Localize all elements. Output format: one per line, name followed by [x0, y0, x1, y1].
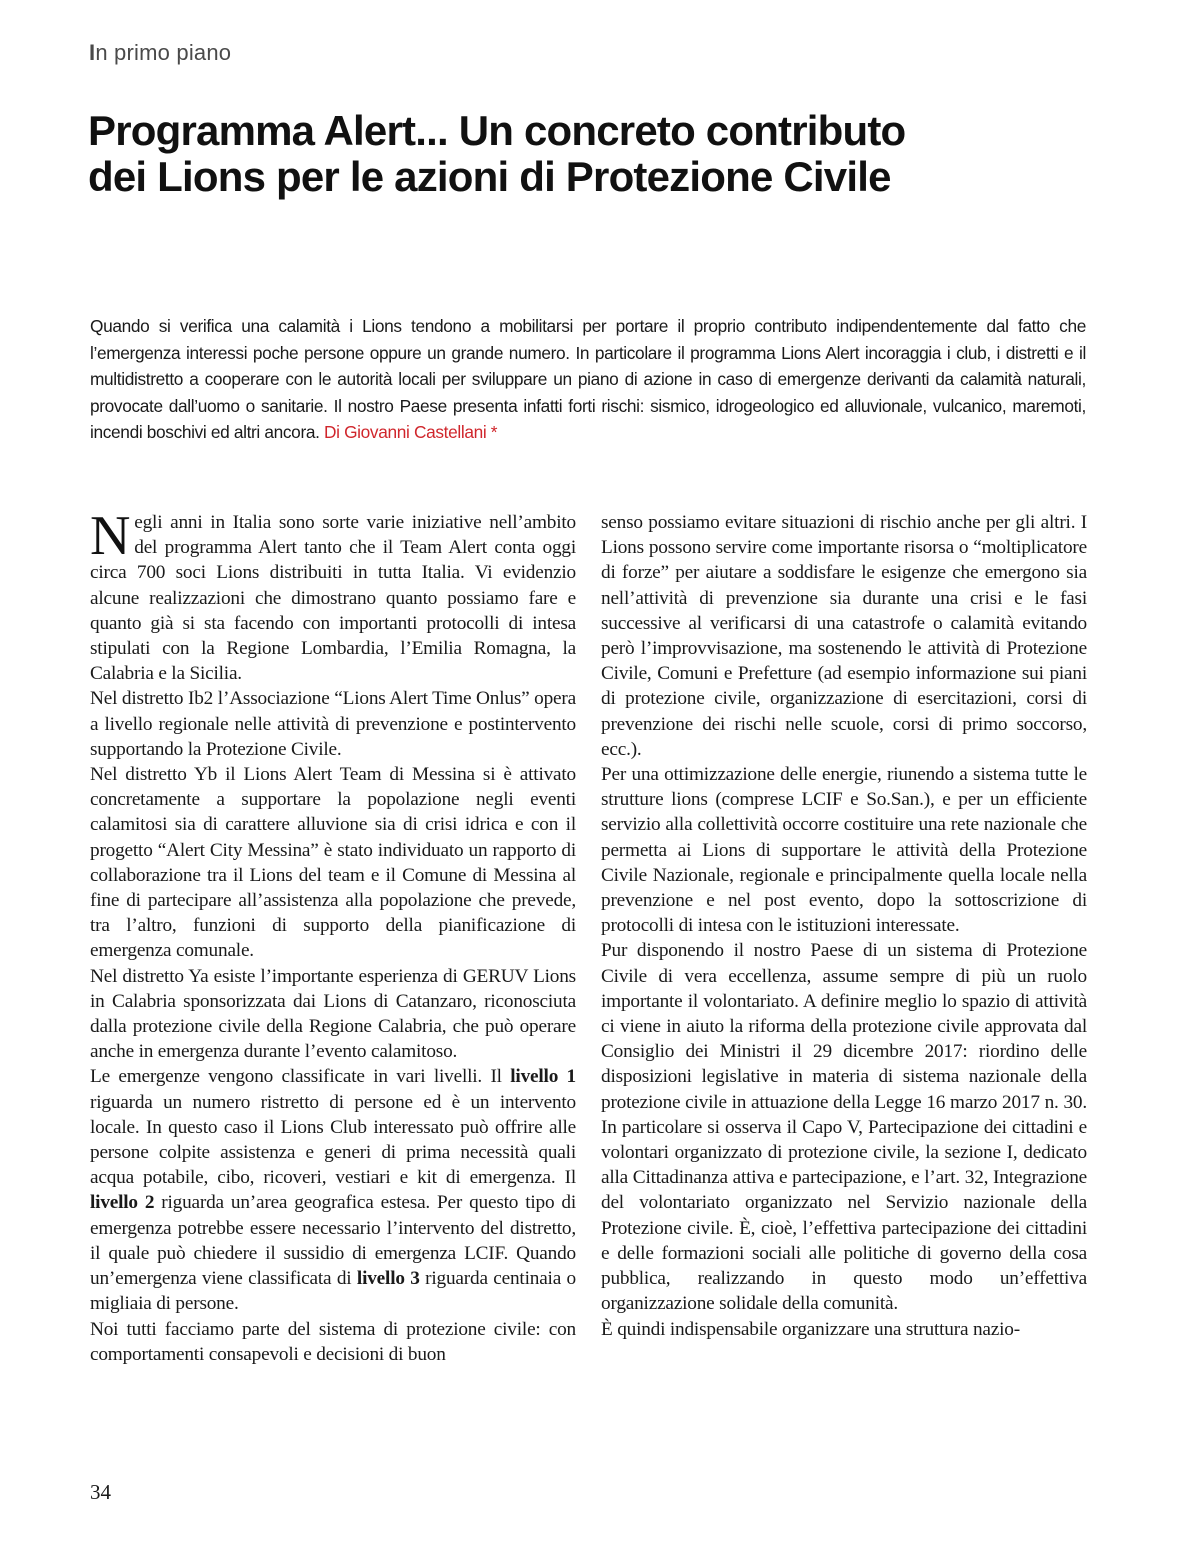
article-title-line-1: Programma Alert... Un concreto contributo — [88, 107, 906, 154]
emphasis-level-3: livello 3 — [356, 1268, 420, 1290]
section-label-initial: I — [89, 40, 96, 65]
left-column — [90, 505, 576, 1367]
text-run: riguarda un numero ristretto di persone ed è un intervento locale. In questo caso il Lions Club interessato può offrire alle persone colpite assistenza e generi di prima necessità quali acqua potabile, cibo, ricoveri, vestiari e kit di emergenza. Il — [90, 1091, 576, 1189]
article-title-line-2: dei Lions per le azioni di Protezione Civile — [88, 153, 891, 200]
paragraph: Nel distretto Ib2 l’Associazione “Lions Alert Time Onlus” opera a livello regionale nelle attività di prevenzione e postintervento supportando la Protezione Civile. — [90, 688, 576, 760]
lead-paragraph — [90, 313, 1086, 446]
paragraph: senso possiamo evitare situazioni di rischio anche per gli altri. I Lions possono servire come importante risorsa o “moltiplicatore di forze” per aiutare a soddisfare le esigenze che emergono sia nell’attività di prevenzione sia durante una crisi e le fasi successive al verificarsi di una catastrofe o calamità evitando però l’improvvisazione, ma sostenendo le attività di Protezione Civile, Comuni e Prefetture (ad esempio informazione sui piani di protezione civile, organizzazione di esercitazioni, corsi di prevenzione dei rischi nelle scuole, corsi di primo soccorso, ecc.). — [601, 512, 1087, 760]
author-byline: Di Giovanni Castellani * — [324, 422, 498, 443]
drop-cap: N — [90, 505, 131, 567]
paragraph — [90, 1064, 576, 1316]
paragraph: Noi tutti facciamo parte del sistema di protezione civile: con comportamenti consapevoli e decisioni di buon — [90, 1318, 576, 1365]
emphasis-level-2: livello 2 — [90, 1192, 155, 1214]
emphasis-level-1: livello 1 — [510, 1066, 576, 1088]
paragraph: Nel distretto Ya esiste l’importante esperienza di GERUV Lions in Calabria sponsorizzata dai Lions di Catanzaro, riconosciuta dalla protezione civile della Regione Calabria, che può operare anche in emergenza durante l’evento calamitoso. — [90, 965, 576, 1063]
lead-text: Quando si verifica una calamità i Lions tendono a mobilitarsi per portare il proprio contributo indipendentemente dal fatto che l’emergenza interessi poche persone oppure un grande numero. In particolare il programma Lions Alert incoraggia i club, i distretti e il multidistretto a cooperare con le autorità locali per sviluppare un piano di azione in caso di emergenze derivanti da calamità naturali, provocate dall’uomo o sanitarie. Il nostro Paese presenta infatti forti rischi: sismico, idrogeologico ed alluvionale, vulcanico, maremoti, incendi boschivi ed altri ancora. — [90, 316, 1086, 443]
section-label-rest: n primo piano — [95, 40, 232, 65]
paragraph: Per una ottimizzazione delle energie, riunendo a sistema tutte le strutture lions (comprese LCIF e So.San.), e per un efficiente servizio alla collettività occorre costituire una rete nazionale che permetta ai Lions di supportare le attività della Protezione Civile Nazionale, regionale e principalmente quella locale nella prevenzione e nel post evento, dopo la sottoscrizione di protocolli di intesa con le istituzioni interessate. — [601, 764, 1087, 937]
page-number: 34 — [90, 1480, 111, 1504]
right-column — [601, 510, 1087, 1342]
paragraph — [90, 505, 576, 686]
paragraph-text: egli anni in Italia sono sorte varie iniziative nell’ambito del programma Alert tanto che il Team Alert conta oggi circa 700 soci Lions distribuiti in tutta Italia. Vi evidenzio alcune realizzazioni che dimostrano quanto possiamo fare e quanto già si sta facendo con importanti protocolli di intesa stipulati con la Regione Lombardia, l’Emilia Romagna, la Calabria e la Sicilia. — [90, 512, 576, 685]
paragraph: È quindi indispensabile organizzare una struttura nazio- — [601, 1318, 1020, 1340]
text-run: Le emergenze vengono classificate in vari livelli. Il — [90, 1066, 511, 1088]
text-run: riguarda un’area geografica estesa. Per questo tipo di emergenza potrebbe essere necessario l’intervento del distretto, il quale può chiedere il sussidio di emergenza LCIF. Quando un’emergenza viene classificata di — [90, 1192, 576, 1290]
section-label — [89, 40, 231, 66]
paragraph: Pur disponendo il nostro Paese di un sistema di Protezione Civile di vera eccellenza, assume sempre di più un ruolo importante il volontariato. A definire meglio lo spazio di attività ci viene in aiuto la riforma della protezione civile approvata dal Consiglio dei Ministri il 29 dicembre 2017: riordino delle disposizioni legislative in materia di sistema nazionale della protezione civile in attuazione della Legge 16 marzo 2017 n. 30. In particolare si osserva il Capo V, Partecipazione dei cittadini e volontari organizzato di protezione civile, la sezione I, dedicato alla Cittadinanza attiva e partecipazione, e l’art. 32, Integrazione del volontariato organizzato nel Servizio nazionale della Protezione civile. È, cioè, l’effettiva partecipazione dei cittadini e delle formazioni sociali alle politiche di governo della cosa pubblica, realizzando in questo modo un’effettiva organizzazione solidale della comunità. — [601, 940, 1087, 1315]
paragraph: Nel distretto Yb il Lions Alert Team di Messina si è attivato concretamente a supportare la popolazione negli eventi calamitosi sia di carattere alluvione sia di crisi idrica e con il progetto “Alert City Messina” è stato individuato un rapporto di collaborazione tra il Lions del team e il Comune di Messina al fine di partecipare all’assistenza alla popolazione che prevede, tra l’altro, funzioni di supporto della pianificazione di emergenza comunale. — [90, 764, 576, 962]
article-title — [88, 108, 1108, 200]
text-run: riguarda centinaia o migliaia di persone. — [90, 1268, 576, 1315]
